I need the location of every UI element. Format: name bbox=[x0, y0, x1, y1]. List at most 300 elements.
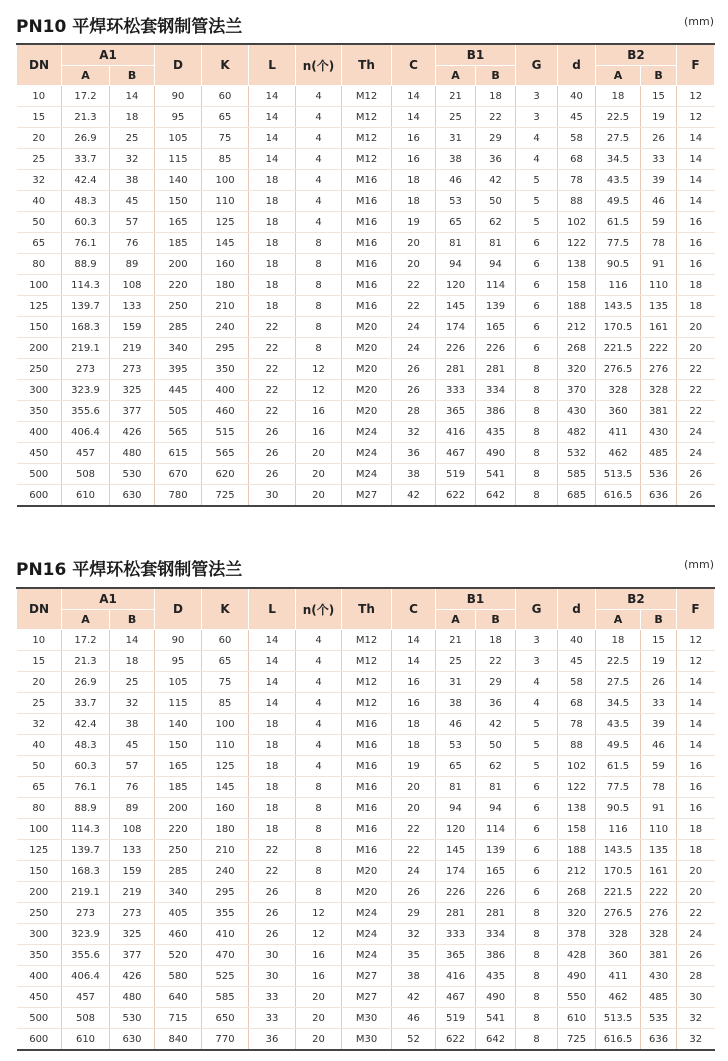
table-cell: M16 bbox=[342, 296, 392, 317]
table-cell: 32 bbox=[677, 1008, 715, 1029]
table-row bbox=[17, 464, 715, 485]
table-cell: 115 bbox=[155, 149, 202, 170]
table-cell: 4 bbox=[296, 735, 342, 756]
table-cell: M20 bbox=[342, 401, 392, 422]
table-cell: 395 bbox=[155, 359, 202, 380]
table-cell: 328 bbox=[641, 924, 677, 945]
table-cell: 3 bbox=[516, 630, 558, 651]
table-cell: 210 bbox=[202, 296, 249, 317]
table-cell: 360 bbox=[596, 401, 641, 422]
table-cell: 32 bbox=[677, 1029, 715, 1051]
table-cell: 26 bbox=[641, 128, 677, 149]
header-a1-b: B bbox=[110, 66, 155, 86]
table-cell: 333 bbox=[436, 924, 476, 945]
table-row bbox=[17, 254, 715, 275]
table-row bbox=[17, 233, 715, 254]
table-cell: 18 bbox=[677, 275, 715, 296]
table-cell: 38 bbox=[436, 693, 476, 714]
table-cell: 32 bbox=[392, 924, 436, 945]
table-cell: 219 bbox=[110, 338, 155, 359]
table-cell: 221.5 bbox=[596, 882, 641, 903]
table-cell: 8 bbox=[516, 903, 558, 924]
table-cell: 122 bbox=[558, 233, 596, 254]
table-section-pn16 bbox=[16, 555, 714, 1051]
table-cell: 670 bbox=[155, 464, 202, 485]
table-cell: 16 bbox=[677, 777, 715, 798]
table-cell: M16 bbox=[342, 798, 392, 819]
table-cell: 110 bbox=[641, 819, 677, 840]
table-cell: 4 bbox=[516, 693, 558, 714]
table-cell: 18 bbox=[249, 735, 296, 756]
table-cell: 480 bbox=[110, 987, 155, 1008]
table-row bbox=[17, 903, 715, 924]
table-cell: 4 bbox=[296, 672, 342, 693]
table-cell: 285 bbox=[155, 861, 202, 882]
table-cell: 60 bbox=[202, 630, 249, 651]
table-cell: 24 bbox=[677, 924, 715, 945]
table-cell: 14 bbox=[249, 86, 296, 107]
table-cell: M16 bbox=[342, 840, 392, 861]
table-cell: 416 bbox=[436, 966, 476, 987]
table-cell: 18 bbox=[249, 296, 296, 317]
table-cell: 276.5 bbox=[596, 359, 641, 380]
table-cell: 49.5 bbox=[596, 191, 641, 212]
table-cell: 22 bbox=[476, 107, 516, 128]
table-row bbox=[17, 317, 715, 338]
table-cell: 45 bbox=[110, 191, 155, 212]
table-cell: 12 bbox=[677, 107, 715, 128]
table-cell: 32 bbox=[110, 149, 155, 170]
table-cell: 94 bbox=[476, 798, 516, 819]
table-cell: 22 bbox=[392, 275, 436, 296]
table-cell: 78 bbox=[641, 777, 677, 798]
table-cell: 76 bbox=[110, 233, 155, 254]
table-cell: M16 bbox=[342, 714, 392, 735]
table-cell: 530 bbox=[110, 464, 155, 485]
table-cell: 76.1 bbox=[62, 777, 110, 798]
table-cell: 18 bbox=[249, 212, 296, 233]
table-cell: 50 bbox=[17, 212, 62, 233]
table-row bbox=[17, 861, 715, 882]
table-cell: 88.9 bbox=[62, 798, 110, 819]
table-cell: 68 bbox=[558, 149, 596, 170]
table-cell: 94 bbox=[436, 798, 476, 819]
table-cell: 10 bbox=[17, 630, 62, 651]
header-k: K bbox=[202, 44, 249, 86]
table-cell: 381 bbox=[641, 945, 677, 966]
table-cell: 185 bbox=[155, 777, 202, 798]
table-cell: 273 bbox=[62, 903, 110, 924]
table-cell: 650 bbox=[202, 1008, 249, 1029]
table-cell: 16 bbox=[392, 149, 436, 170]
table-cell: 108 bbox=[110, 275, 155, 296]
table-cell: 90 bbox=[155, 630, 202, 651]
table-cell: 780 bbox=[155, 485, 202, 507]
table-cell: 89 bbox=[110, 254, 155, 275]
table-cell: 100 bbox=[202, 170, 249, 191]
table-cell: 138 bbox=[558, 254, 596, 275]
table-cell: 513.5 bbox=[596, 464, 641, 485]
table-cell: 6 bbox=[516, 819, 558, 840]
table-cell: 75 bbox=[202, 672, 249, 693]
table-cell: 16 bbox=[677, 254, 715, 275]
table-cell: 20 bbox=[677, 317, 715, 338]
table-cell: 25 bbox=[436, 107, 476, 128]
table-cell: 8 bbox=[516, 987, 558, 1008]
table-cell: 14 bbox=[677, 149, 715, 170]
table-cell: 20 bbox=[296, 464, 342, 485]
table-cell: 435 bbox=[476, 422, 516, 443]
table-cell: 18 bbox=[392, 170, 436, 191]
table-cell: 8 bbox=[296, 338, 342, 359]
table-cell: 4 bbox=[296, 630, 342, 651]
table-cell: M20 bbox=[342, 380, 392, 401]
table-cell: 57 bbox=[110, 756, 155, 777]
table-cell: 91 bbox=[641, 798, 677, 819]
table-cell: 188 bbox=[558, 296, 596, 317]
table-cell: 400 bbox=[17, 422, 62, 443]
table-cell: 18 bbox=[249, 233, 296, 254]
table-cell: 22.5 bbox=[596, 107, 641, 128]
table-cell: 5 bbox=[516, 212, 558, 233]
table-cell: 36 bbox=[476, 149, 516, 170]
table-cell: 28 bbox=[392, 401, 436, 422]
table-cell: 18 bbox=[392, 735, 436, 756]
table-cell: 340 bbox=[155, 882, 202, 903]
table-row bbox=[17, 485, 715, 507]
table-cell: 250 bbox=[155, 840, 202, 861]
table-cell: 513.5 bbox=[596, 1008, 641, 1029]
table-cell: 3 bbox=[516, 107, 558, 128]
table-cell: 405 bbox=[155, 903, 202, 924]
table-cell: 27.5 bbox=[596, 672, 641, 693]
table-cell: 133 bbox=[110, 840, 155, 861]
table-cell: 120 bbox=[436, 275, 476, 296]
table-cell: 508 bbox=[62, 1008, 110, 1029]
table-cell: 19 bbox=[392, 212, 436, 233]
table-cell: 26 bbox=[392, 882, 436, 903]
table-cell: 26 bbox=[249, 903, 296, 924]
table-row bbox=[17, 191, 715, 212]
table-cell: 38 bbox=[392, 464, 436, 485]
table-cell: 26 bbox=[249, 464, 296, 485]
table-cell: 200 bbox=[17, 338, 62, 359]
table-cell: 8 bbox=[296, 840, 342, 861]
table-cell: 18 bbox=[249, 756, 296, 777]
table-cell: 165 bbox=[476, 317, 516, 338]
table-cell: 210 bbox=[202, 840, 249, 861]
table-cell: 430 bbox=[641, 422, 677, 443]
table-row bbox=[17, 819, 715, 840]
table-cell: 840 bbox=[155, 1029, 202, 1051]
table-cell: 100 bbox=[202, 714, 249, 735]
table-cell: 320 bbox=[558, 903, 596, 924]
table-cell: 725 bbox=[202, 485, 249, 507]
table-cell: 550 bbox=[558, 987, 596, 1008]
table-cell: 88 bbox=[558, 191, 596, 212]
table-cell: 281 bbox=[476, 359, 516, 380]
table-cell: 68 bbox=[558, 693, 596, 714]
table-cell: 17.2 bbox=[62, 630, 110, 651]
table-cell: 114 bbox=[476, 819, 516, 840]
table-cell: 16 bbox=[296, 966, 342, 987]
table-cell: 616.5 bbox=[596, 485, 641, 507]
table-cell: 160 bbox=[202, 798, 249, 819]
table-cell: M12 bbox=[342, 86, 392, 107]
table-cell: M16 bbox=[342, 212, 392, 233]
table-body bbox=[17, 630, 715, 1051]
table-cell: 6 bbox=[516, 861, 558, 882]
table-cell: M24 bbox=[342, 464, 392, 485]
table-cell: 320 bbox=[558, 359, 596, 380]
table-cell: 75 bbox=[202, 128, 249, 149]
table-row bbox=[17, 735, 715, 756]
table-row bbox=[17, 777, 715, 798]
table-cell: 600 bbox=[29, 489, 49, 501]
table-row bbox=[17, 275, 715, 296]
table-cell: 22 bbox=[677, 401, 715, 422]
header-g: G bbox=[516, 588, 558, 630]
table-cell: 295 bbox=[202, 338, 249, 359]
table-cell: 102 bbox=[558, 756, 596, 777]
table-cell: M16 bbox=[342, 191, 392, 212]
table-cell: 15 bbox=[17, 651, 62, 672]
table-cell: 78 bbox=[558, 714, 596, 735]
table-cell: 8 bbox=[296, 819, 342, 840]
table-body bbox=[17, 86, 715, 507]
table-cell: 400 bbox=[202, 380, 249, 401]
table-cell: 26 bbox=[249, 443, 296, 464]
table-cell: 14 bbox=[677, 170, 715, 191]
table-cell: 16 bbox=[392, 693, 436, 714]
header-d-upper: D bbox=[155, 588, 202, 630]
table-cell: 8 bbox=[516, 1029, 558, 1051]
table-cell: 328 bbox=[596, 380, 641, 401]
flange-table bbox=[16, 587, 715, 1051]
table-row bbox=[17, 672, 715, 693]
table-cell: 212 bbox=[558, 317, 596, 338]
table-cell: 430 bbox=[558, 401, 596, 422]
table-row bbox=[17, 945, 715, 966]
table-cell: M27 bbox=[342, 485, 392, 507]
table-cell: 22 bbox=[677, 359, 715, 380]
table-cell: 630 bbox=[110, 1029, 155, 1051]
table-cell: 125 bbox=[202, 212, 249, 233]
header-a1-a: A bbox=[62, 610, 110, 630]
table-cell: 114.3 bbox=[62, 819, 110, 840]
table-cell: 188 bbox=[558, 840, 596, 861]
table-cell: 6 bbox=[516, 317, 558, 338]
table-cell: 80 bbox=[17, 254, 62, 275]
table-cell: 226 bbox=[436, 338, 476, 359]
table-cell: 622 bbox=[436, 1029, 476, 1051]
table-cell: M20 bbox=[342, 359, 392, 380]
table-cell: 462 bbox=[596, 443, 641, 464]
table-cell: 58 bbox=[558, 128, 596, 149]
table-row bbox=[17, 359, 715, 380]
table-cell: 360 bbox=[596, 945, 641, 966]
table-cell: 435 bbox=[476, 966, 516, 987]
table-cell: 20 bbox=[296, 443, 342, 464]
table-cell: 220 bbox=[155, 819, 202, 840]
table-cell: 457 bbox=[62, 987, 110, 1008]
table-cell: 158 bbox=[558, 275, 596, 296]
table-cell: 6 bbox=[516, 338, 558, 359]
table-cell: 355.6 bbox=[62, 945, 110, 966]
table-cell: 22 bbox=[476, 651, 516, 672]
table-cell: 18 bbox=[596, 630, 641, 651]
table-cell: 143.5 bbox=[596, 840, 641, 861]
table-cell: 22 bbox=[677, 903, 715, 924]
table-cell: 139 bbox=[476, 840, 516, 861]
table-cell: 60 bbox=[202, 86, 249, 107]
header-a1: A1 bbox=[62, 44, 155, 66]
table-cell: 620 bbox=[202, 464, 249, 485]
header-b2: B2 bbox=[596, 588, 677, 610]
table-cell: 15 bbox=[17, 107, 62, 128]
table-cell: 490 bbox=[476, 987, 516, 1008]
table-cell: 500 bbox=[17, 1008, 62, 1029]
table-cell: M16 bbox=[342, 275, 392, 296]
table-cell: M12 bbox=[342, 630, 392, 651]
table-cell: 300 bbox=[17, 924, 62, 945]
table-cell: 636 bbox=[641, 1029, 677, 1051]
table-cell: 20 bbox=[17, 672, 62, 693]
header-d-lower: d bbox=[558, 44, 596, 86]
header-c: C bbox=[392, 44, 436, 86]
table-cell: 14 bbox=[249, 672, 296, 693]
table-cell: 81 bbox=[476, 233, 516, 254]
table-cell: 377 bbox=[110, 401, 155, 422]
table-cell: 8 bbox=[516, 401, 558, 422]
table-cell: 18 bbox=[249, 798, 296, 819]
table-cell: 40 bbox=[17, 191, 62, 212]
table-cell: 58 bbox=[558, 672, 596, 693]
table-cell: 281 bbox=[476, 903, 516, 924]
table-cell: 116 bbox=[596, 275, 641, 296]
table-cell: 31 bbox=[436, 128, 476, 149]
table-cell: 32 bbox=[17, 714, 62, 735]
table-cell: 482 bbox=[558, 422, 596, 443]
table-cell: 125 bbox=[17, 840, 62, 861]
header-c: C bbox=[392, 588, 436, 630]
table-cell: 180 bbox=[202, 819, 249, 840]
table-cell: 91 bbox=[641, 254, 677, 275]
table-cell: 150 bbox=[155, 735, 202, 756]
table-row bbox=[17, 1008, 715, 1029]
table-cell: 22 bbox=[392, 840, 436, 861]
table-cell: 16 bbox=[296, 422, 342, 443]
table-cell: 14 bbox=[392, 86, 436, 107]
table-cell: 45 bbox=[110, 735, 155, 756]
table-cell: 53 bbox=[436, 735, 476, 756]
table-cell: 114 bbox=[476, 275, 516, 296]
table-cell: 276.5 bbox=[596, 903, 641, 924]
table-cell: 615 bbox=[155, 443, 202, 464]
table-cell: 616.5 bbox=[596, 1029, 641, 1051]
table-cell: 76.1 bbox=[62, 233, 110, 254]
table-cell: 85 bbox=[202, 693, 249, 714]
header-th: Th bbox=[342, 44, 392, 86]
table-cell: 12 bbox=[296, 903, 342, 924]
section-header bbox=[16, 555, 714, 579]
table-cell: 133 bbox=[110, 296, 155, 317]
table-cell: 90.5 bbox=[596, 798, 641, 819]
table-cell: 14 bbox=[677, 191, 715, 212]
table-cell: 457 bbox=[62, 443, 110, 464]
table-cell: 145 bbox=[202, 233, 249, 254]
table-cell: 20 bbox=[392, 798, 436, 819]
table-cell: 18 bbox=[392, 191, 436, 212]
table-cell: 519 bbox=[436, 1008, 476, 1029]
table-cell: 276 bbox=[641, 359, 677, 380]
table-cell: 36 bbox=[476, 693, 516, 714]
table-cell: 25 bbox=[17, 693, 62, 714]
table-cell: 65 bbox=[202, 651, 249, 672]
table-cell: 470 bbox=[202, 945, 249, 966]
table-cell: 20 bbox=[677, 861, 715, 882]
table-cell: 18 bbox=[476, 630, 516, 651]
table-cell: 46 bbox=[436, 714, 476, 735]
table-cell: 325 bbox=[110, 380, 155, 401]
table-cell: 334 bbox=[476, 380, 516, 401]
table-cell: 135 bbox=[641, 840, 677, 861]
table-cell: 24 bbox=[392, 338, 436, 359]
table-cell: 77.5 bbox=[596, 777, 641, 798]
header-f: F bbox=[677, 588, 715, 630]
table-cell: 26 bbox=[677, 945, 715, 966]
table-cell: 24 bbox=[677, 443, 715, 464]
table-cell: 21 bbox=[436, 86, 476, 107]
table-cell: 81 bbox=[436, 777, 476, 798]
table-cell: 525 bbox=[202, 966, 249, 987]
table-cell: 116 bbox=[596, 819, 641, 840]
header-th: Th bbox=[342, 588, 392, 630]
table-cell: 5 bbox=[516, 170, 558, 191]
table-cell: 4 bbox=[516, 149, 558, 170]
table-cell: 120 bbox=[436, 819, 476, 840]
table-cell: 273 bbox=[110, 903, 155, 924]
table-cell: M16 bbox=[342, 756, 392, 777]
table-cell: 541 bbox=[476, 464, 516, 485]
table-cell: 48.3 bbox=[62, 735, 110, 756]
table-cell: 24 bbox=[677, 422, 715, 443]
table-cell: 505 bbox=[155, 401, 202, 422]
table-cell: 145 bbox=[202, 777, 249, 798]
table-cell: 35 bbox=[392, 945, 436, 966]
table-cell: 49.5 bbox=[596, 735, 641, 756]
table-cell: 39 bbox=[641, 170, 677, 191]
table-cell: 16 bbox=[677, 233, 715, 254]
table-cell: 29 bbox=[476, 672, 516, 693]
table-cell: 150 bbox=[17, 861, 62, 882]
table-cell: 610 bbox=[558, 1008, 596, 1029]
table-cell: 26 bbox=[641, 672, 677, 693]
table-cell: 125 bbox=[17, 296, 62, 317]
header-n: n(个) bbox=[296, 588, 342, 630]
table-row bbox=[17, 987, 715, 1008]
table-cell: 725 bbox=[558, 1029, 596, 1051]
table-cell: 26 bbox=[677, 464, 715, 485]
table-cell: 485 bbox=[641, 987, 677, 1008]
table-cell: 18 bbox=[476, 86, 516, 107]
table-cell: 6 bbox=[516, 275, 558, 296]
table-cell: 5 bbox=[516, 714, 558, 735]
table-row bbox=[17, 1029, 715, 1051]
table-cell: 4 bbox=[296, 756, 342, 777]
table-cell: 159 bbox=[110, 317, 155, 338]
table-cell: 139.7 bbox=[62, 840, 110, 861]
